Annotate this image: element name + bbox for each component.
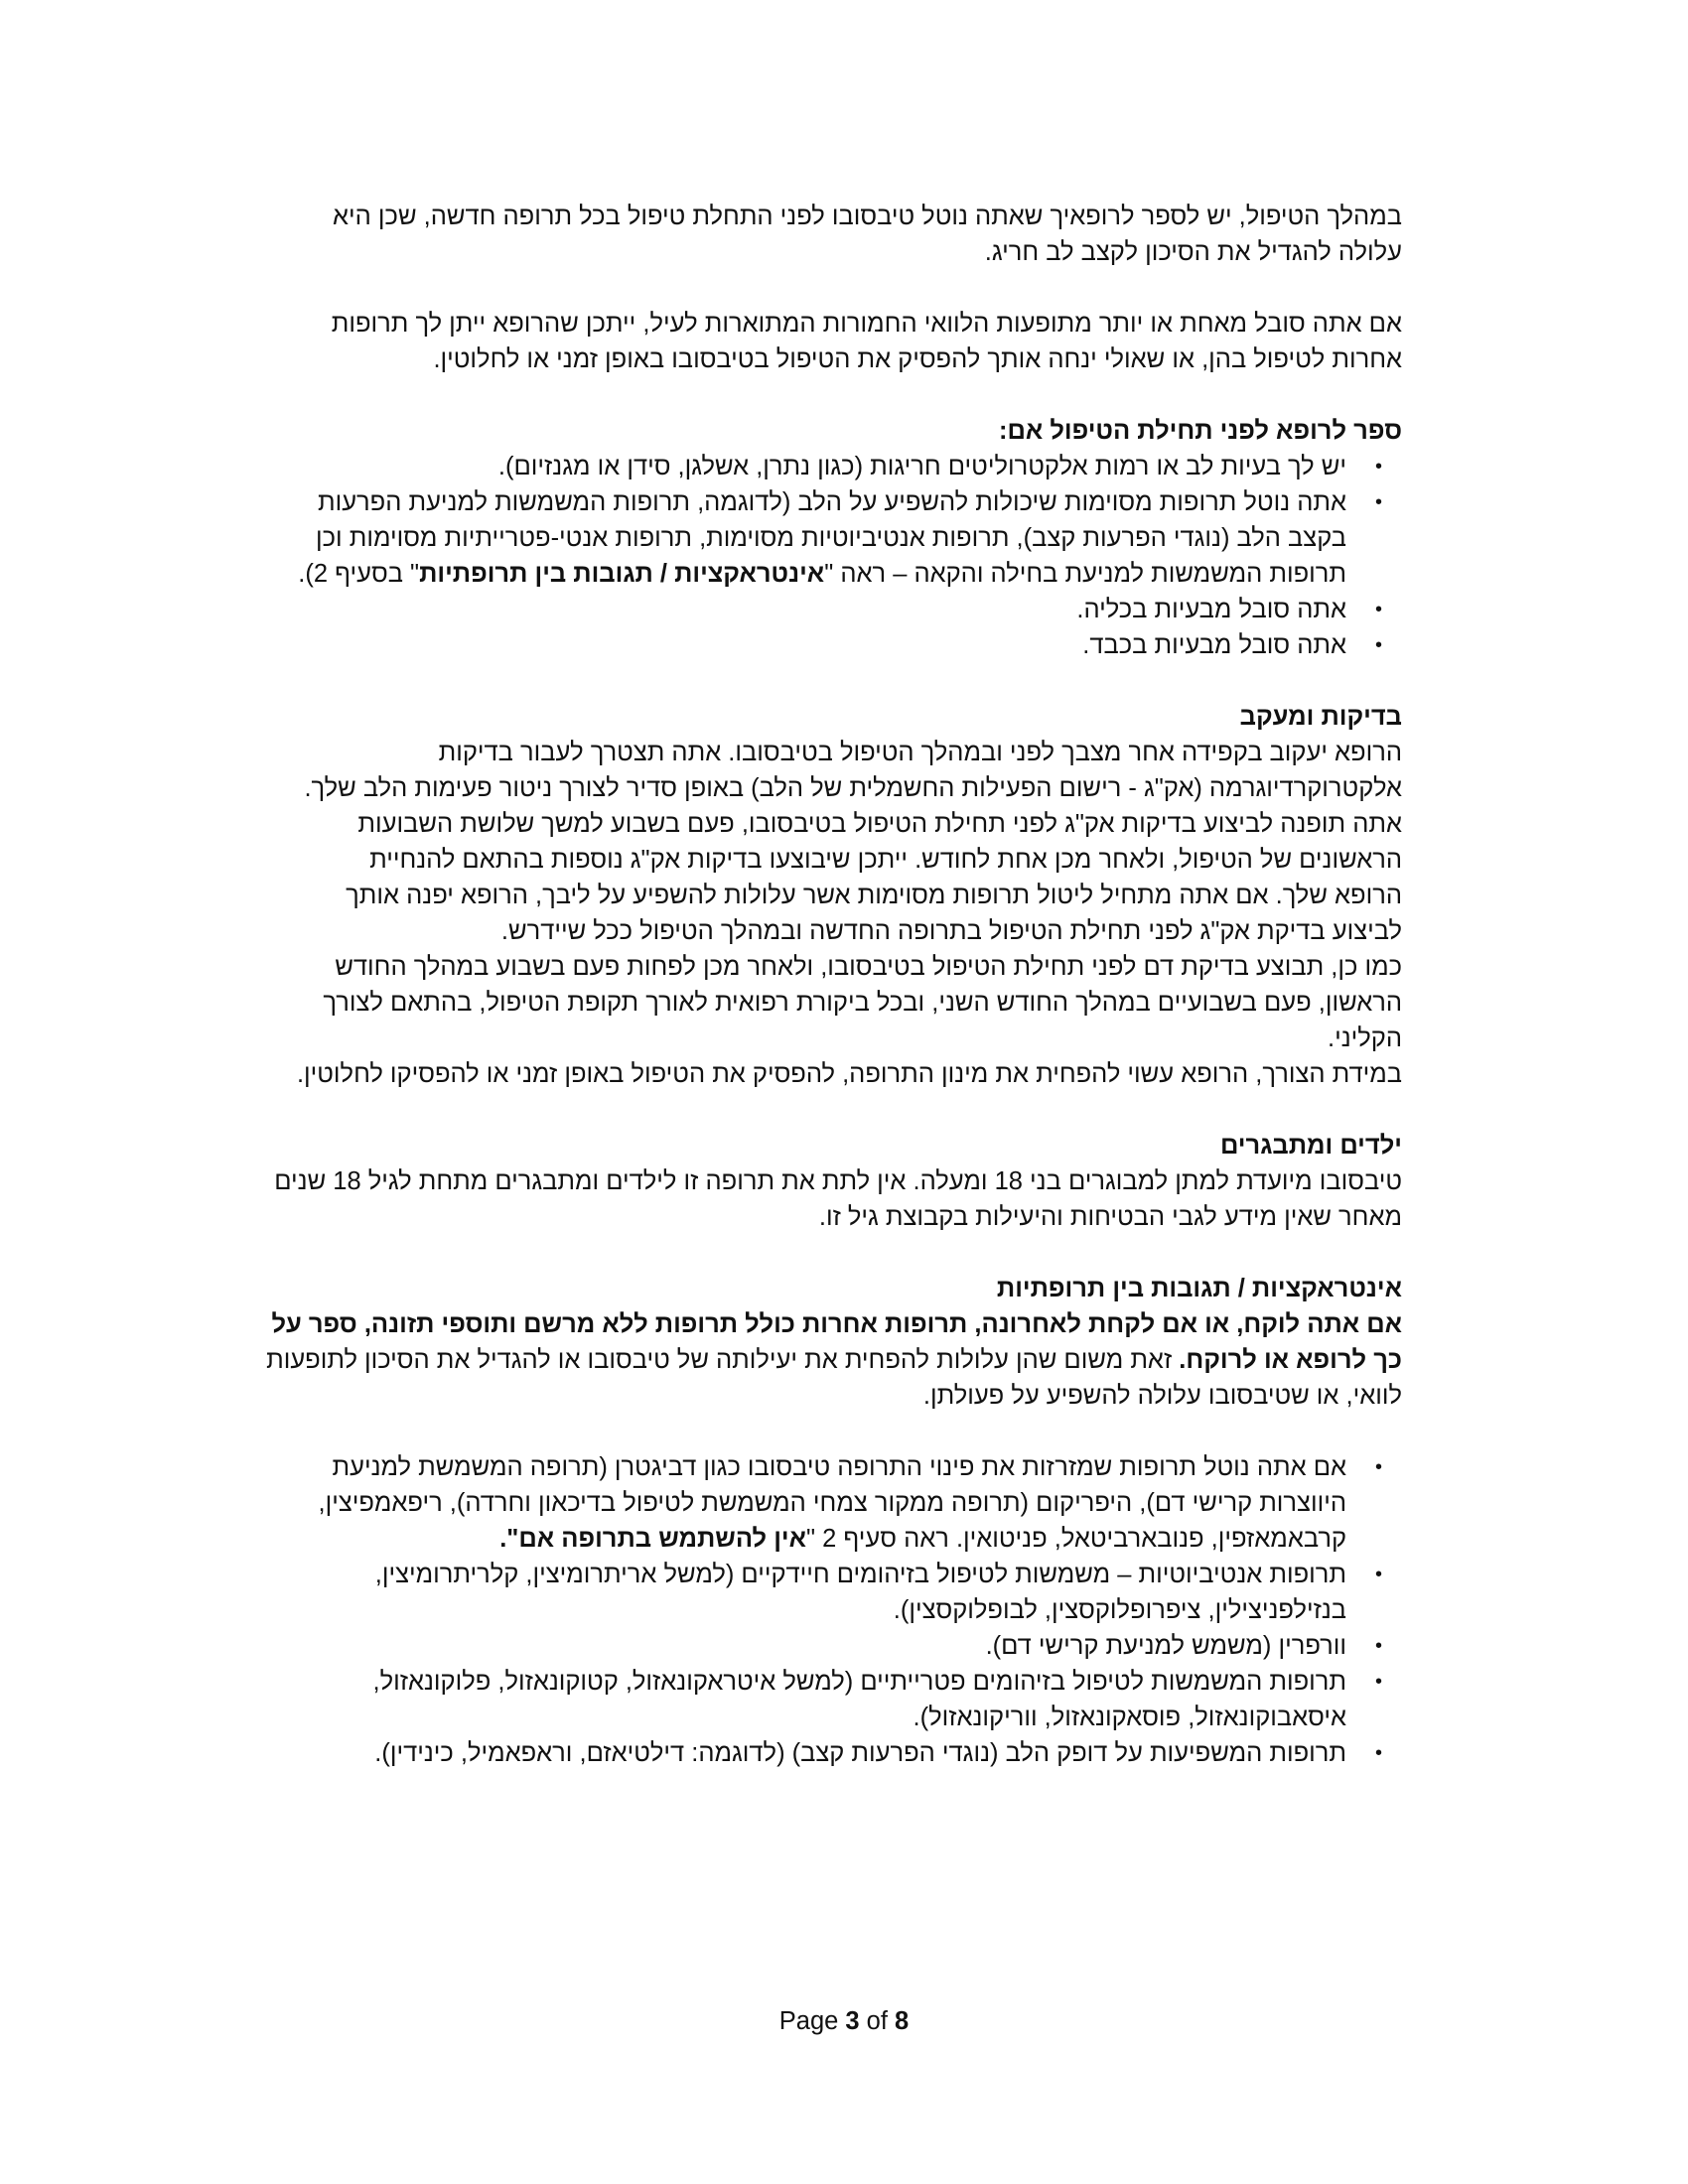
list-item [296,592,1402,627]
list-item-text: אם אתה נוטל תרופות שמזרזות את פינוי התרופה טיבסובו כגון דביגטרן (תרופה המשמשת למניעת היווצרות קרישי דם), היפריקום (תרופה ממקור צמחי המשמשת לטיפול בדיכאון וחרדה), ריפאמפיצין, קרבאמאזפין, פנובארביטאל, פניטואין. ראה סעיף 2 " [318,1453,1346,1553]
interactions-intro-bold: אם אתה לוקח, או אם לקחת לאחרונה, תרופות אחרות כולל תרופות ללא מרשם ותוספי תזונה, ספר על כך לרופא או לרוקח. [271,1310,1402,1374]
list-item [260,1628,1402,1664]
list-item [260,1735,1402,1771]
intro-paragraph-2: אם אתה סובל מאחת או יותר מתופעות הלוואי החמורות המתוארות לעיל, ייתכן שהרופא ייתן לך תרופות אחרות לטיפול בהן, או שאולי ינחה אותך להפסיק את הטיפול בטיבסובו באופן זמני או לחלוטין. [331,310,1402,373]
list-item [296,449,1402,484]
interactions-heading: אינטראקציות / תגובות בין תרופתיות [996,1275,1402,1302]
total-pages-number: 8 [895,2007,910,2035]
list-item [260,1449,1402,1557]
list-item-text: יש לך בעיות לב או רמות אלקטרוליטים חריגות (כגון נתרן, אשלגן, סידן או מגנזיום). [497,453,1346,480]
bullet-icon: • [1374,1671,1382,1693]
tell-doctor-heading: ספר לרופא לפני תחילת הטיפול אם: [999,417,1402,445]
tests-heading: בדיקות ומעקב [1239,703,1402,731]
list-item-text: אתה סובל מבעיות בכליה. [1076,596,1346,623]
tests-paragraph-2: כמו כן, תבוצע בדיקת דם לפני תחילת הטיפול בטיבסובו, ולאחר מכן לפחות פעם בשבוע במהלך החודש הראשון, פעם בשבועיים במהלך החודש השני, ובכל ביקורת רפואית לאורך תקופת הטיפול, בהתאם לצורך הקליני. [323,953,1402,1052]
footer-of: of [859,2007,896,2035]
list-item [260,1557,1402,1628]
children-paragraph: טיבסובו מיועדת למתן למבוגרים בני 18 ומעלה. אין לתת את תרופה זו לילדים ומתבגרים מתחת לגיל 18 שנים מאחר שאין מידע לגבי הבטיחות והיעילות בקבוצת גיל זו. [274,1167,1402,1231]
list-item-text: וורפרין (משמש למניעת קרישי דם). [985,1632,1346,1660]
intro-paragraph-1: במהלך הטיפול, יש לספר לרופאיך שאתה נוטל טיבסובו לפני התחלת טיפול בכל תרופה חדשה, שכן היא עלולה להגדיל את הסיכון לקצב לב חריג. [333,203,1402,266]
bullet-icon: • [1374,1564,1382,1585]
tests-paragraph-1: הרופא יעקוב בקפידה אחר מצבך לפני ובמהלך הטיפול בטיבסובו. אתה תצטרך לעבור בדיקות אלקטרוקרדיוגרמה (אק"ג - רישום הפעילות החשמלית של הלב) באופן סדיר לצורך ניטור פעימות הלב שלך. אתה תופנה לביצוע בדיקות אק"ג לפני תחילת הטיפול בטיבסובו, פעם בשבוע למשך שלושת השבועות הראשונים של הטיפול, ולאחר מכן אחת לחודש. ייתכן שיבוצעו בדיקות אק"ג נוספות בהתאם להנחיית הרופא שלך. אם אתה מתחיל ליטול תרופות מסוימות אשר עלולות להשפיע על ליבך, הרופא יפנה אותך לביצוע בדיקת אק"ג לפני תחילת הטיפול בתרופה החדשה ובמהלך הטיפול ככל שיידרש. [304,739,1402,945]
footer-prefix: Page [778,2007,846,2035]
list-item-text: ". [499,1525,519,1553]
section-reference: אין להשתמש בתרופה אם [518,1525,806,1553]
tell-doctor-list [260,449,1402,663]
bullet-icon: • [1374,634,1382,656]
list-item-text: אתה סובל מבעיות בכבד. [1082,631,1346,659]
bullet-icon: • [1374,1456,1382,1478]
document-page [260,199,1402,1771]
list-item [296,627,1402,663]
bullet-icon: • [1374,1635,1382,1657]
list-item [260,1664,1402,1735]
list-item [296,484,1402,592]
current-page-number: 3 [845,2007,860,2035]
interactions-intro-text: זאת משום שהן עלולות להפחית את יעילותה של טיבסובו או להגדיל את הסיכון לתופעות לוואי, או שטיבסובו עלולה להשפיע על פעולתן. [266,1346,1402,1410]
list-item-text: אתה נוטל תרופות מסוימות שיכולות להשפיע על הלב (לדוגמה, תרופות המשמשות למניעת הפרעות בקצב הלב (נוגדי הפרעות קצב), תרופות אנטיביוטיות מסוימות, תרופות אנטי-פטרייתיות מסוימות וכן תרופות המשמשות למניעת בחילה והקאה – ראה " [315,488,1346,588]
bullet-icon: • [1374,1742,1382,1764]
bullet-icon: • [1374,456,1382,478]
bullet-icon: • [1374,599,1382,620]
list-item-text: " בסעיף 2). [298,560,420,588]
children-heading: ילדים ומתבגרים [1219,1132,1402,1160]
section-reference: אינטראקציות / תגובות בין תרופתיות [419,560,825,588]
bullet-icon: • [1374,491,1382,513]
list-item-text: תרופות אנטיביוטיות – משמשות לטיפול בזיהומים חיידקיים (למשל אריתרומיצין, קלריתרומיצין, בנזילפניצילין, ציפרופלוקסצין, לבופלוקסצין). [374,1561,1346,1624]
list-item-text: תרופות המשפיעות על דופק הלב (נוגדי הפרעות קצב) (לדוגמה: דילטיאזם, וראפאמיל, כינידין). [374,1739,1346,1767]
interactions-list [260,1449,1402,1771]
interactions-intro [260,1306,1402,1414]
page-footer [0,2007,1688,2036]
list-item-text: תרופות המשמשות לטיפול בזיהומים פטרייתיים (למשל איטראקונאזול, קטוקונאזול, פלוקונאזול, איסאבוקונאזול, פוסאקונאזול, ווריקונאזול). [372,1668,1346,1731]
tests-paragraph-3: במידת הצורך, הרופא עשוי להפחית את מינון התרופה, להפסיק את הטיפול באופן זמני או להפסיקו לחלוטין. [296,1060,1402,1088]
